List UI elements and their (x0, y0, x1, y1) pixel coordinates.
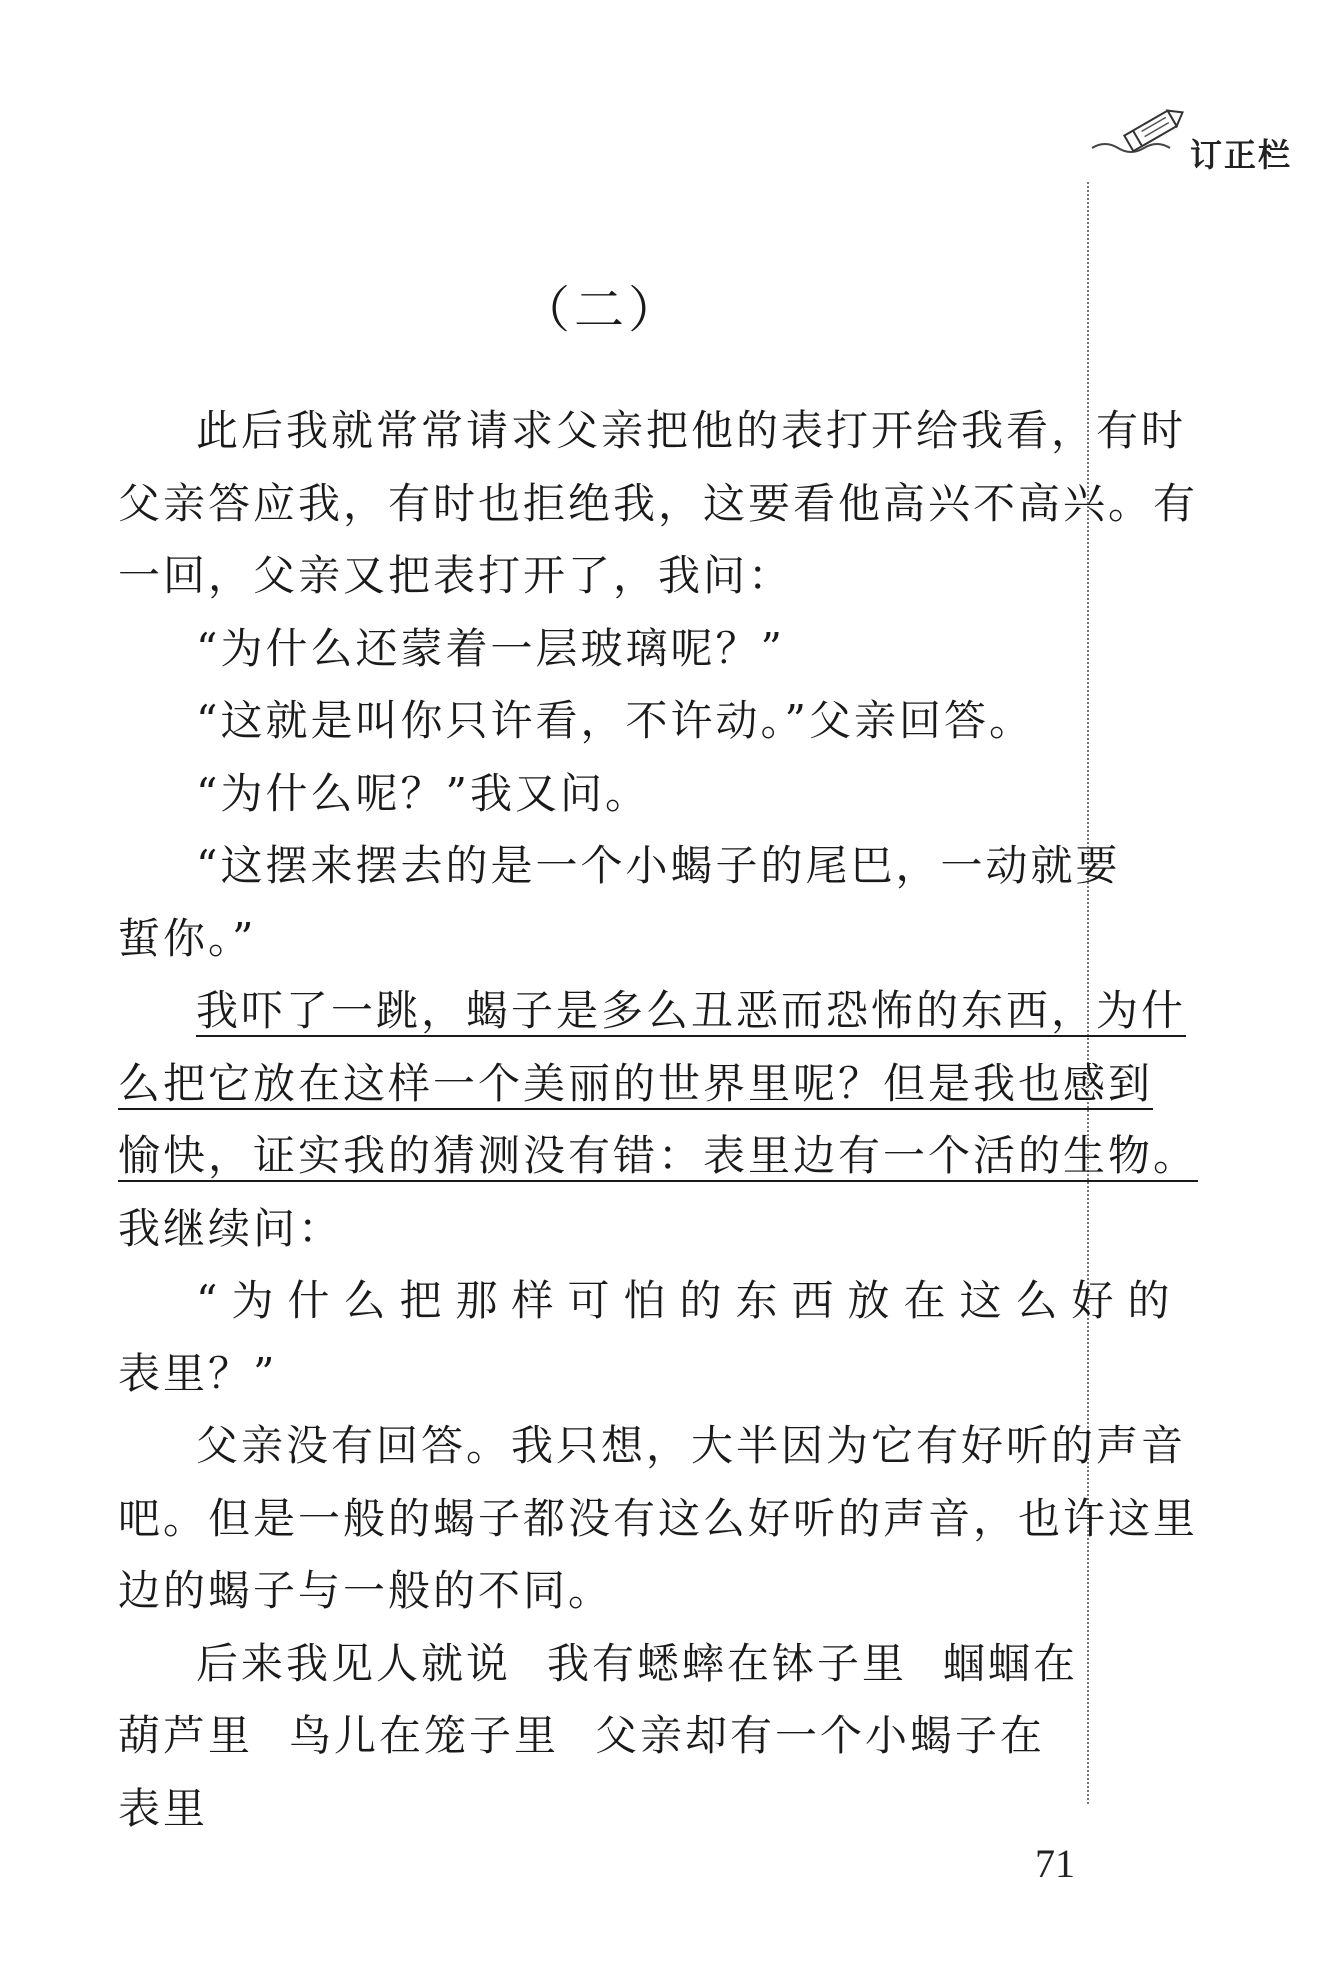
text-line: 我继续问： (118, 1204, 344, 1253)
text-line: 吧。但是一般的蝎子都没有这么好听的声音，也许这里 (118, 1494, 1199, 1543)
pencil-icon (1090, 100, 1200, 160)
text-line: “为什么还蒙着一层玻璃呢？” (196, 624, 785, 673)
text-line: 一回，父亲又把表打开了，我问： (118, 551, 794, 600)
correction-column-label: 订正栏 (1190, 136, 1293, 174)
text-segment: 葫芦里 (118, 1711, 254, 1760)
text-line: 蜇你。” (118, 914, 257, 963)
text-line: 此后我就常常请求父亲把他的表打开给我看，有时 (196, 406, 1187, 455)
text-line: 表里？” (118, 1349, 278, 1398)
text-line: “这就是叫你只许看，不许动。”父亲回答。 (196, 696, 1034, 745)
text-line: 父亲答应我，有时也拒绝我，这要看他高兴不高兴。有 (118, 479, 1199, 528)
correction-column-header (1090, 100, 1320, 174)
page-number: 71 (1035, 1841, 1075, 1886)
text-line: “这摆来摆去的是一个小蝎子的尾巴，一动就要 (196, 841, 1121, 890)
underlined-line: 么把它放在这样一个美丽的世界里呢？但是我也感到 (118, 1059, 1154, 1108)
text-segment: 后来我见人就说 (196, 1639, 512, 1688)
text-segment: 我有蟋蟀在钵子里 (547, 1639, 908, 1688)
text-line: “为什么把那样可怕的东西放在这么好的 (196, 1276, 1184, 1325)
underlined-line: 愉快，证实我的猜测没有错：表里边有一个活的生物。 (118, 1131, 1199, 1180)
text-line: 表里 (118, 1784, 209, 1833)
text-segment: 鸟儿在笼子里 (289, 1711, 560, 1760)
section-title: （二） (520, 281, 682, 339)
text-line (196, 1636, 1078, 1692)
text-segment: 蝈蝈在 (943, 1639, 1079, 1688)
text-segment: 父亲却有一个小蝎子在 (595, 1711, 1046, 1760)
text-line (118, 1708, 1045, 1764)
text-line: 边的蝎子与一般的不同。 (118, 1566, 614, 1615)
text-line: “为什么呢？”我又问。 (196, 769, 650, 818)
text-line: 父亲没有回答。我只想，大半因为它有好听的声音 (196, 1421, 1187, 1470)
underlined-line: 我吓了一跳，蝎子是多么丑恶而恐怖的东西，为什 (196, 986, 1187, 1035)
